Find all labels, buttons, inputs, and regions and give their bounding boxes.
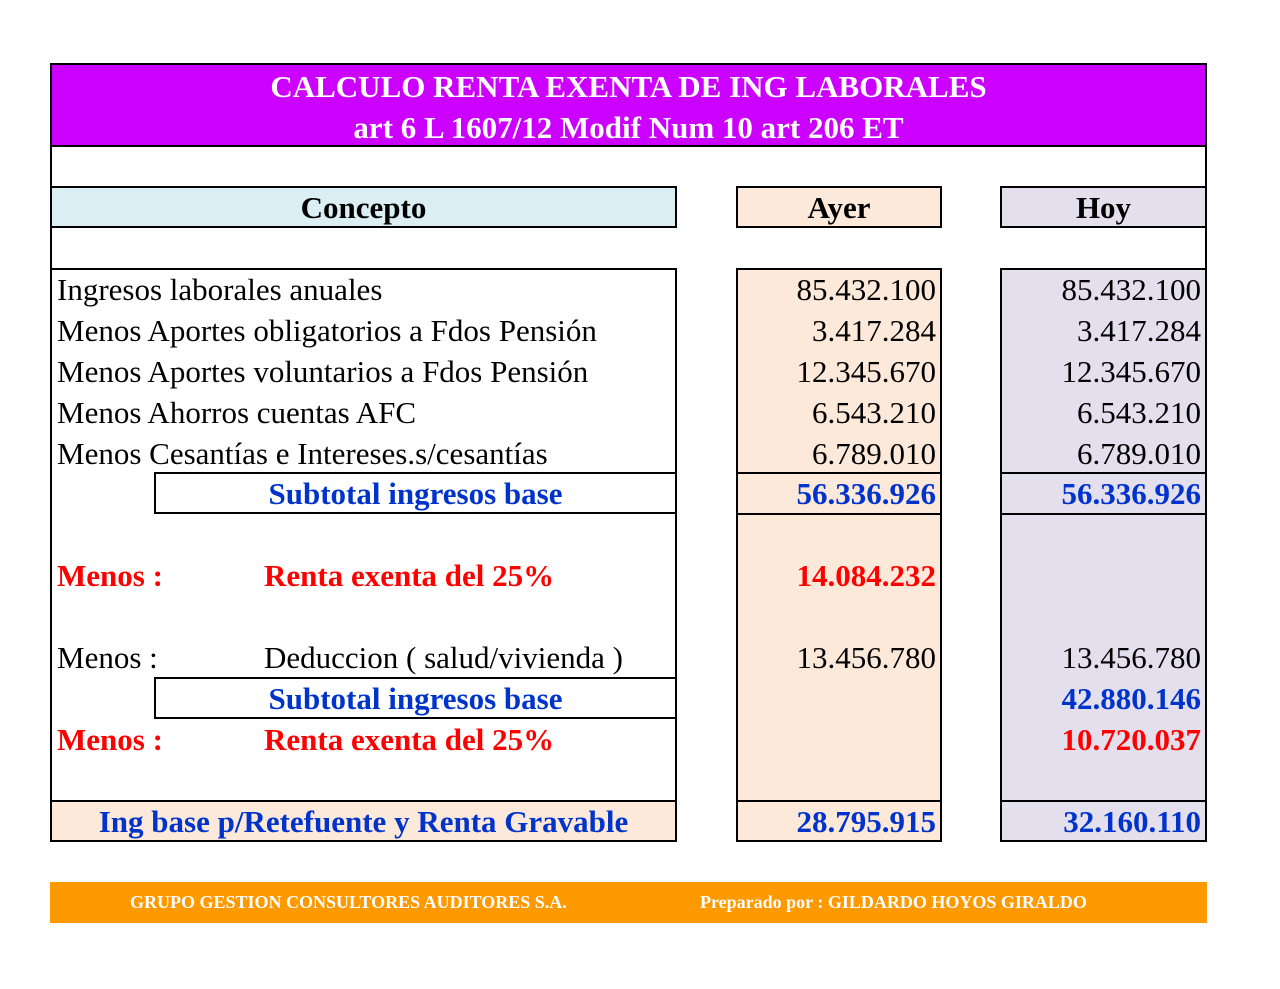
renta-exenta-2-prefix: Menos : [57, 722, 163, 757]
deduccion-prefix: Menos : [57, 640, 158, 675]
row-label: Ingresos laborales anuales [57, 272, 383, 307]
title-line-2: art 6 L 1607/12 Modif Num 10 art 206 ET [353, 110, 904, 145]
final-hoy: 32.160.110 [1063, 804, 1201, 839]
row-hoy-value: 6.543.210 [1077, 395, 1201, 430]
subtotal-1-ayer: 56.336.926 [796, 476, 936, 511]
row-label: Menos Aportes obligatorios a Fdos Pensión [57, 313, 597, 348]
renta-exenta-1-prefix: Menos : [57, 558, 163, 593]
title-banner [50, 63, 1207, 147]
row-hoy-value: 3.417.284 [1077, 313, 1201, 348]
deduccion-ayer: 13.456.780 [796, 640, 936, 675]
header-concepto: Concepto [50, 186, 677, 228]
footer-banner [50, 882, 1207, 923]
final-label: Ing base p/Retefuente y Renta Gravable [98, 804, 629, 839]
renta-exenta-2-hoy: 10.720.037 [1061, 722, 1201, 757]
header-ayer: Ayer [736, 186, 942, 228]
header-hoy: Hoy [1000, 186, 1207, 228]
title-line-1: CALCULO RENTA EXENTA DE ING LABORALES [270, 69, 987, 104]
subtotal-1-label: Subtotal ingresos base [268, 476, 563, 511]
subtotal-2-label: Subtotal ingresos base [268, 681, 563, 716]
ayer-right-border [940, 268, 942, 842]
renta-exenta-1-label: Renta exenta del 25% [264, 558, 555, 593]
column-gap-left [677, 186, 736, 842]
row-label: Menos Aportes voluntarios a Fdos Pensión [57, 354, 589, 389]
row-hoy-value: 12.345.670 [1061, 354, 1201, 389]
subtotal-1-hoy: 56.336.926 [1061, 476, 1201, 511]
final-ayer: 28.795.915 [796, 804, 936, 839]
deduccion-hoy: 13.456.780 [1061, 640, 1201, 675]
row-ayer-value: 12.345.670 [796, 354, 936, 389]
row-ayer-value: 6.789.010 [812, 436, 936, 471]
deduccion-label: Deduccion ( salud/vivienda ) [264, 640, 623, 675]
row-ayer-value: 6.543.210 [812, 395, 936, 430]
row-hoy-value: 6.789.010 [1077, 436, 1201, 471]
row-label: Menos Ahorros cuentas AFC [57, 395, 417, 430]
renta-exenta-1-ayer: 14.084.232 [796, 558, 936, 593]
row-ayer-value: 3.417.284 [812, 313, 936, 348]
subtotal-2-hoy: 42.880.146 [1061, 681, 1201, 716]
renta-exenta-2-label: Renta exenta del 25% [264, 722, 555, 757]
column-gap-middle [942, 186, 1000, 842]
row-ayer-value: 85.432.100 [796, 272, 936, 307]
footer-company: GRUPO GESTION CONSULTORES AUDITORES S.A. [130, 892, 567, 912]
footer-prepared-by: Preparado por : GILDARDO HOYOS GIRALDO [700, 892, 1087, 912]
concepto-right-border [675, 268, 677, 842]
row-hoy-value: 85.432.100 [1061, 272, 1201, 307]
row-label: Menos Cesantías e Intereses.s/cesantías [57, 436, 548, 471]
